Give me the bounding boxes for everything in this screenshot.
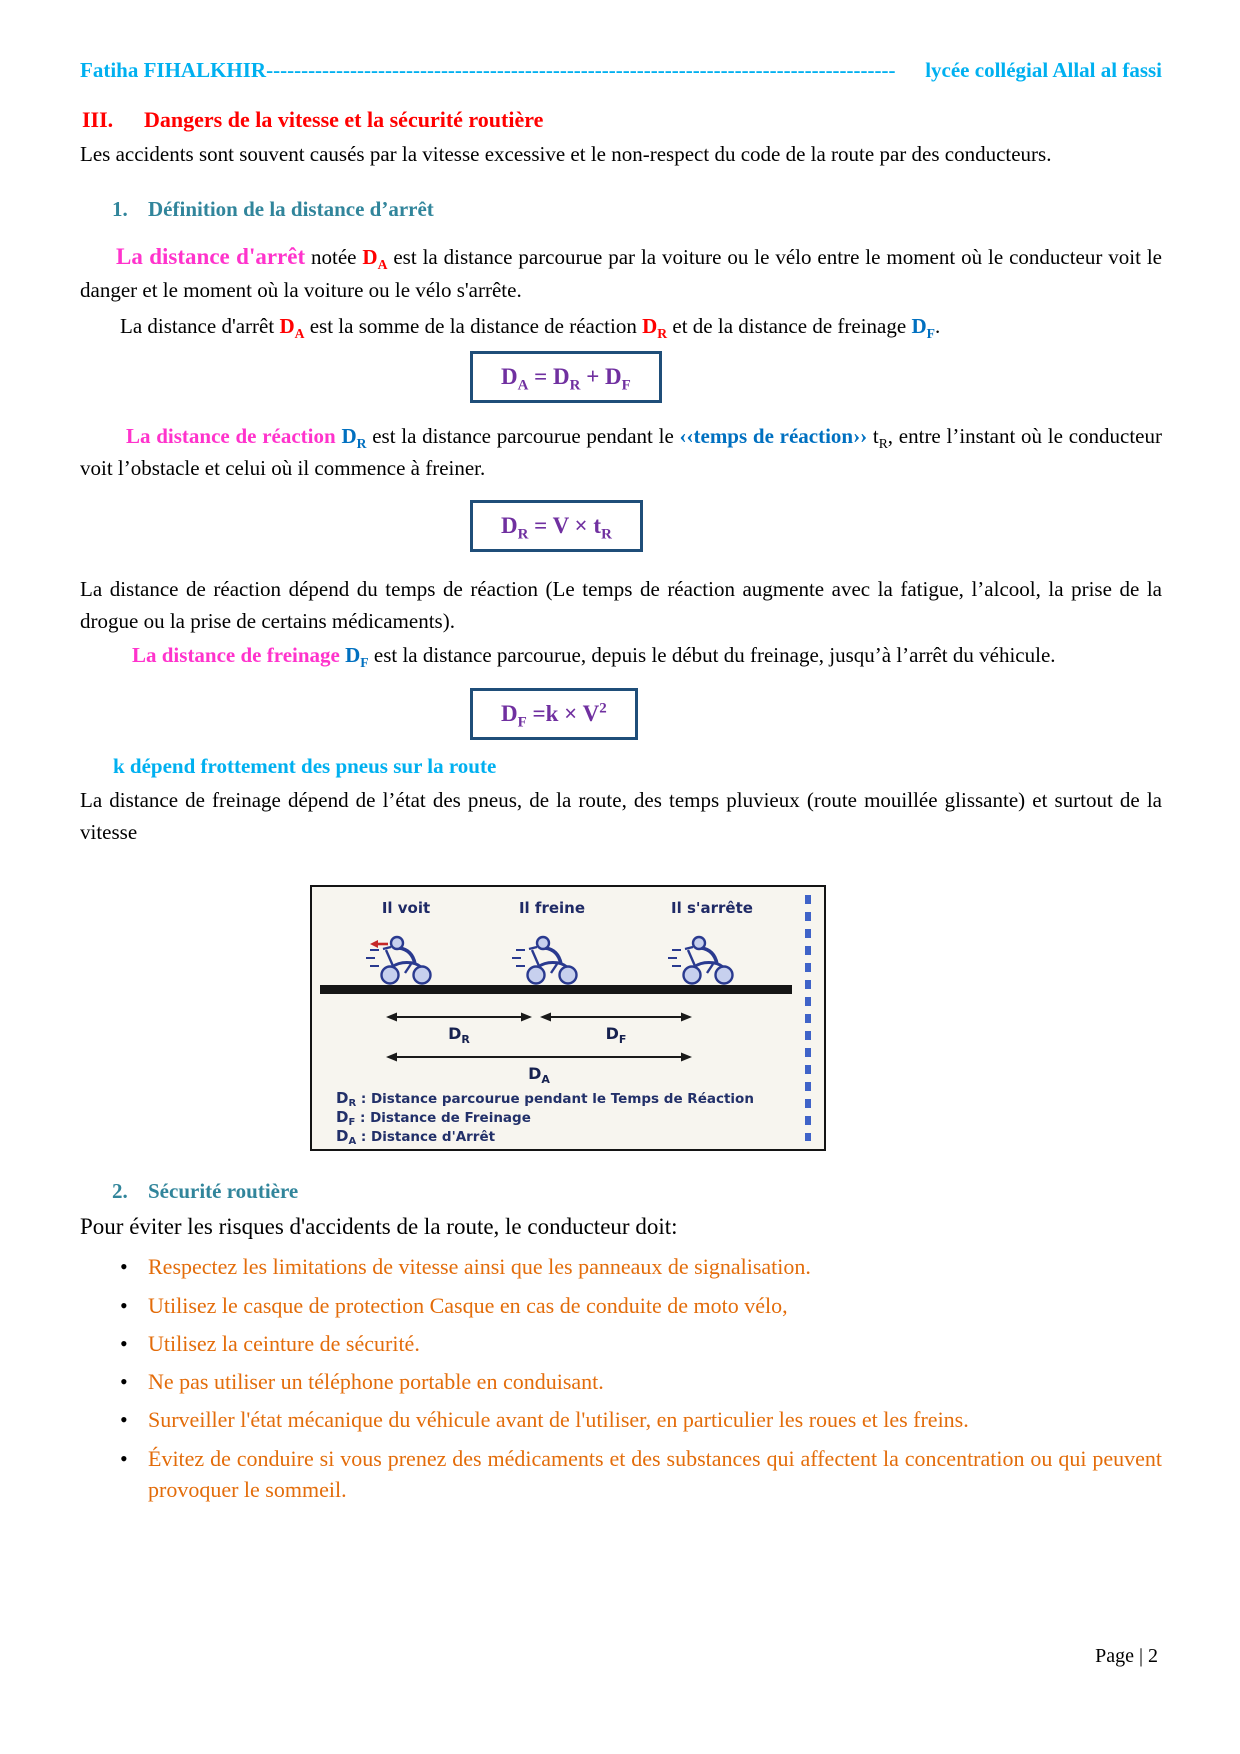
formula-part: D (501, 363, 518, 389)
formula-da-box (470, 351, 662, 403)
text-run: . (934, 313, 941, 338)
arrow-da (386, 1053, 692, 1062)
symbol-subscript: A (377, 257, 388, 273)
symbol-df (345, 643, 369, 671)
text-run: t (867, 423, 879, 448)
danger-arrow-icon (370, 940, 388, 948)
text-run: La distance d'arrêt (120, 313, 280, 338)
text-run: et de la distance de freinage (667, 313, 912, 338)
paragraph-reaction-depend: La distance de réaction dépend du temps de réaction (Le temps de réaction augmente avec la fatigue, l’alcool, la prise de la drogue ou la prise de certains médicaments). (80, 577, 1162, 634)
term-distance-arret: La distance d'arrêt (116, 243, 306, 269)
safety-rules-list (80, 1251, 1162, 1505)
subsection-title: Sécurité routière (148, 1179, 299, 1204)
formula-df-box (470, 688, 638, 740)
section-intro: Les accidents sont souvent causés par la vitesse excessive et le non-respect du code de la route par des conducteurs. (80, 142, 1052, 166)
subsection-number: 1. (112, 196, 128, 221)
label-da: $D_A$ (528, 1064, 550, 1087)
symbol-subscript: F (926, 325, 935, 341)
subsection-heading-definition (80, 197, 1162, 222)
term-distance-reaction: La distance de réaction (126, 423, 342, 448)
safety-rule: • Respectez les limitations de vitesse ainsi que les panneaux de signalisation. (80, 1251, 1162, 1282)
stage-label-freine: Il freine (518, 899, 586, 918)
legend-dr: $D_R$ : Distance parcourue pendant le Temps de Réaction (336, 1089, 754, 1110)
symbol-letter: D (345, 643, 361, 668)
symbol-df (911, 313, 935, 341)
road (320, 985, 792, 994)
formula-subscript: F (517, 714, 527, 731)
paragraph-somme (80, 311, 1162, 343)
formula-part: = V × t (528, 513, 602, 539)
symbol-subscript: R (878, 435, 888, 451)
k-note: k dépend frottement des pneus sur la route (113, 754, 497, 779)
legend-da: $D_A$ : Distance d'Arrêt (336, 1127, 496, 1148)
formula-part: =k × V (526, 701, 600, 727)
stage-label-voit: Il voit (381, 899, 431, 918)
stage-label-arrete: Il s'arrête (671, 899, 753, 918)
paragraph-freinage (80, 640, 1162, 672)
formula-subscript: R (517, 527, 529, 544)
paragraph-freinage-depend: La distance de freinage dépend de l’état des pneus, de la route, des temps pluvieux (route mouillée glissante) et surtout de la vitesse (80, 788, 1162, 845)
arrow-dr (386, 1013, 532, 1022)
symbol-letter: D (911, 313, 927, 338)
symbol-subscript: R (356, 435, 367, 451)
formula-subscript: R (569, 377, 581, 394)
formula-part: = D (528, 363, 570, 389)
symbol-letter: D (642, 313, 658, 338)
symbol-dr (642, 313, 668, 341)
formula-subscript: A (517, 377, 529, 394)
symbol-subscript: F (360, 655, 369, 671)
page-number: Page | 2 (1095, 1645, 1158, 1667)
arrow-df (540, 1013, 692, 1022)
safety-rule: • Utilisez le casque de protection Casque en cas de conduite de moto vélo, (80, 1290, 1162, 1321)
text-run: est la somme de la distance de réaction (304, 313, 643, 338)
label-dr: $D_R$ (448, 1024, 470, 1047)
term-temps-reaction: ‹‹temps de réaction›› (679, 423, 868, 448)
subsection-title: Définition de la distance d’arrêt (148, 196, 434, 221)
safety-rule: • Évitez de conduire si vous prenez des médicaments et des substances qui affectent la concentration ou qui peuvent provoquer le sommeil. (80, 1443, 1162, 1505)
section-heading-dangers (82, 107, 1162, 133)
text-run: , entre l’instant où le conducteur voit l’obstacle et celui où il commence à freiner. (80, 423, 1162, 480)
label-df: $D_F$ (605, 1024, 627, 1047)
formula-part: D (501, 513, 518, 539)
symbol-subscript: R (657, 325, 668, 341)
symbol-da (362, 244, 388, 273)
symbol-letter: D (279, 313, 295, 338)
rider-freine (512, 937, 577, 984)
formula-superscript: 2 (599, 700, 607, 717)
stopping-distance-figure (310, 885, 826, 1151)
section-number: III. (82, 107, 114, 132)
symbol-subscript: A (294, 325, 305, 341)
text-run: est la distance parcourue par la voiture ou le vélo entre le moment où le conducteur voit le danger et le moment où la voiture ou le vélo s'arrête. (80, 244, 1162, 302)
subsection-number: 2. (112, 1179, 128, 1204)
symbol-dr (341, 423, 367, 451)
subsection-heading-securite (80, 1179, 1162, 1204)
document-header (80, 58, 1162, 83)
formula-part: D (501, 701, 518, 727)
author-name: Fatiha FIHALKHIR (80, 58, 267, 82)
section-title: Dangers de la vitesse et la sécurité routière (144, 107, 544, 132)
term-distance-freinage: La distance de freinage (132, 643, 346, 668)
rider-arrete (668, 937, 733, 984)
securite-intro: Pour éviter les risques d'accidents de la route, le conducteur doit: (80, 1214, 678, 1240)
formula-dr-box (470, 500, 643, 552)
safety-rule: • Ne pas utiliser un téléphone portable en conduisant. (80, 1366, 1162, 1397)
symbol-da (279, 313, 305, 341)
header-separator: ------------------------------------------------------------------------------------------ (266, 58, 896, 82)
safety-rule: • Utilisez la ceinture de sécurité. (80, 1328, 1162, 1359)
symbol-letter: D (362, 244, 378, 269)
paragraph-distance-arret (80, 240, 1162, 307)
text-run: est la distance parcourue pendant le (366, 423, 680, 448)
symbol-letter: D (341, 423, 357, 448)
paragraph-reaction (80, 421, 1162, 485)
text-run: notée (305, 244, 363, 269)
school-name: lycée collégial Allal al fassi (925, 58, 1162, 82)
formula-part: + D (580, 363, 622, 389)
formula-subscript: R (601, 527, 612, 544)
text-run: est la distance parcourue, depuis le début du freinage, jusqu’à l’arrêt du véhicule. (368, 643, 1056, 668)
safety-rule: • Surveiller l'état mécanique du véhicule avant de l'utiliser, en particulier les roues et les freins. (80, 1404, 1162, 1435)
formula-subscript: F (621, 377, 631, 394)
legend-df: $D_F$ : Distance de Freinage (336, 1108, 531, 1129)
